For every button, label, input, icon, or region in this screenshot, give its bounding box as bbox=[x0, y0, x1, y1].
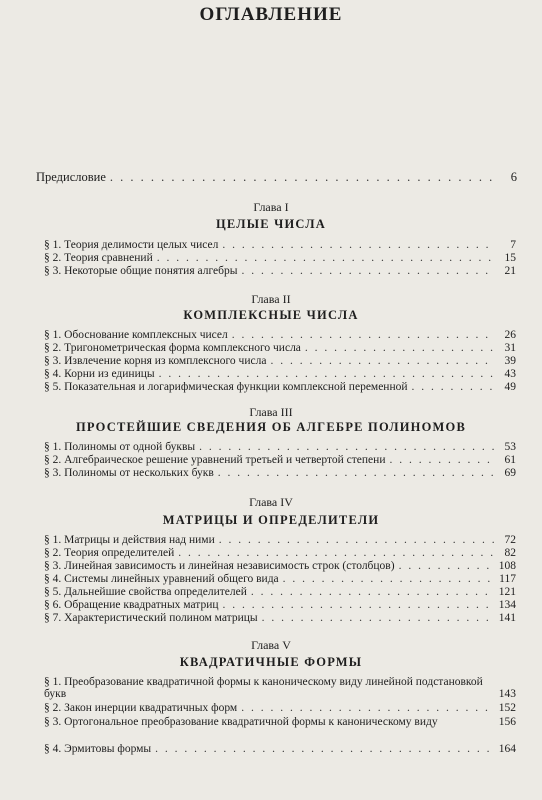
toc-entry[interactable] bbox=[44, 599, 516, 611]
leader-dots bbox=[232, 329, 494, 341]
toc-entry-page: 72 bbox=[504, 534, 516, 546]
toc-entry-preface[interactable] bbox=[36, 171, 517, 183]
chapter-heading: Глава IV bbox=[249, 495, 293, 509]
toc-entry[interactable] bbox=[44, 265, 516, 277]
toc-entry-label: § 3. Полиномы от нескольких букв bbox=[44, 467, 214, 479]
toc-entry-label: § 3. Некоторые общие понятия алгебры bbox=[44, 265, 238, 277]
leader-dots bbox=[241, 702, 494, 714]
toc-entry[interactable] bbox=[44, 534, 516, 546]
toc-entry-page: 82 bbox=[504, 547, 516, 559]
leader-dots bbox=[199, 441, 494, 453]
leader-dots bbox=[283, 573, 494, 585]
leader-dots bbox=[270, 355, 494, 367]
bleed-through-shadow bbox=[250, 48, 450, 168]
toc-entry[interactable] bbox=[44, 573, 516, 585]
chapter-title: КВАДРАТИЧНЫЕ ФОРМЫ bbox=[179, 655, 363, 669]
toc-entry[interactable] bbox=[44, 368, 516, 380]
leader-dots bbox=[251, 586, 494, 598]
toc-entry-label: § 2. Алгебраическое решение уравнений третьей и четвертой степени bbox=[44, 454, 386, 466]
toc-entry-page: 31 bbox=[504, 342, 516, 354]
toc-entry[interactable] bbox=[44, 252, 516, 264]
toc-entry-page: 26 bbox=[504, 329, 516, 341]
toc-entry-page: 164 bbox=[498, 743, 516, 755]
toc-entry[interactable] bbox=[44, 355, 516, 367]
toc-entry-label: § 6. Обращение квадратных матриц bbox=[44, 599, 219, 611]
toc-entry-page: 121 bbox=[498, 586, 516, 598]
chapter-title: МАТРИЦЫ И ОПРЕДЕЛИТЕЛИ bbox=[162, 513, 380, 527]
toc-entry-page: 117 bbox=[499, 573, 516, 585]
toc-entry[interactable] bbox=[44, 329, 516, 341]
toc-entry[interactable] bbox=[44, 716, 516, 728]
toc-entry-label: § 1. Теория делимости целых чисел bbox=[44, 239, 219, 251]
toc-entry-label: § 2. Закон инерции квадратичных форм bbox=[44, 702, 238, 714]
toc-entry[interactable] bbox=[44, 454, 516, 466]
toc-entry-page: 39 bbox=[504, 355, 516, 367]
toc-entry-label: § 5. Дальнейшие свойства определителей bbox=[44, 586, 247, 598]
chapter-heading: Глава II bbox=[251, 292, 291, 306]
toc-entry-page: 53 bbox=[504, 441, 516, 453]
toc-entry-label: § 7. Характеристический полином матрицы bbox=[44, 612, 258, 624]
chapter-heading: Глава V bbox=[251, 638, 291, 652]
leader-dots bbox=[157, 252, 494, 264]
leader-dots bbox=[178, 547, 494, 559]
toc-entry-page: 49 bbox=[504, 381, 516, 393]
toc-entry-label: Предисловие bbox=[36, 170, 106, 184]
toc-entry[interactable] bbox=[44, 586, 516, 598]
toc-entry-page: 156 bbox=[498, 716, 516, 728]
toc-entry-label: § 3. Линейная зависимость и линейная независимость строк (столбцов) bbox=[44, 560, 395, 572]
toc-entry-page: 69 bbox=[504, 467, 516, 479]
toc-entry[interactable] bbox=[44, 743, 516, 755]
toc-entry[interactable] bbox=[44, 441, 516, 453]
toc-entry[interactable] bbox=[44, 467, 516, 479]
leader-dots bbox=[262, 612, 494, 624]
toc-entry-label: § 1. Матрицы и действия над ними bbox=[44, 534, 215, 546]
toc-entry-page: 141 bbox=[498, 612, 516, 624]
toc-entry-label: § 3. Ортогональное преобразование квадратичной формы к каноническому виду bbox=[44, 716, 438, 728]
chapter-heading: Глава III bbox=[249, 405, 293, 419]
toc-entry-label: § 1. Обоснование комплексных чисел bbox=[44, 329, 228, 341]
toc-entry-label: § 1. Преобразование квадратичной формы к каноническому виду линейной подстановкой букв bbox=[44, 676, 483, 700]
toc-entry-page: 6 bbox=[510, 170, 517, 184]
toc-entry[interactable] bbox=[44, 612, 516, 624]
toc-entry-page: 21 bbox=[504, 265, 516, 277]
leader-dots bbox=[389, 454, 494, 466]
toc-entry-page: 61 bbox=[504, 454, 516, 466]
leader-dots bbox=[222, 239, 494, 251]
chapter-title: ЦЕЛЫЕ ЧИСЛА bbox=[215, 217, 327, 231]
toc-entry[interactable] bbox=[44, 342, 516, 354]
toc-entry-label: § 2. Теория сравнений bbox=[44, 252, 153, 264]
toc-entry-page: 7 bbox=[510, 239, 516, 251]
chapter-title: КОМПЛЕКСНЫЕ ЧИСЛА bbox=[183, 308, 359, 322]
toc-entry[interactable] bbox=[44, 676, 516, 700]
toc-entry-label: § 4. Корни из единицы bbox=[44, 368, 155, 380]
leader-dots bbox=[305, 342, 494, 354]
leader-dots bbox=[110, 171, 495, 183]
page-title: ОГЛАВЛЕНИЕ bbox=[199, 4, 343, 25]
toc-entry-page: 143 bbox=[498, 688, 516, 700]
toc-entry[interactable] bbox=[44, 547, 516, 559]
leader-dots bbox=[218, 467, 494, 479]
chapter-title: ПРОСТЕЙШИЕ СВЕДЕНИЯ ОБ АЛГЕБРЕ ПОЛИНОМОВ bbox=[75, 420, 466, 434]
toc-entry-page: 43 bbox=[504, 368, 516, 380]
toc-entry-label: § 2. Теория определителей bbox=[44, 547, 175, 559]
leader-dots bbox=[223, 599, 494, 611]
chapter-heading: Глава I bbox=[253, 200, 289, 214]
toc-entry-label: § 4. Системы линейных уравнений общего вида bbox=[44, 573, 279, 585]
toc-entry-label: § 2. Тригонометрическая форма комплексного числа bbox=[44, 342, 301, 354]
leader-dots bbox=[155, 743, 494, 755]
toc-entry-label: § 1. Полиномы от одной буквы bbox=[44, 441, 196, 453]
toc-entry-label: § 5. Показательная и логарифмическая функции комплексной переменной bbox=[44, 381, 408, 393]
leader-dots bbox=[412, 381, 494, 393]
toc-entry-label: § 3. Извлечение корня из комплексного числа bbox=[44, 355, 267, 367]
leader-dots bbox=[399, 560, 494, 572]
toc-entry[interactable] bbox=[44, 381, 516, 393]
toc-entry[interactable] bbox=[44, 560, 516, 572]
toc-entry-page: 152 bbox=[498, 702, 516, 714]
toc-entry[interactable] bbox=[44, 702, 516, 714]
leader-dots bbox=[159, 368, 494, 380]
leader-dots bbox=[241, 265, 494, 277]
toc-entry[interactable] bbox=[44, 239, 516, 251]
leader-dots bbox=[219, 534, 494, 546]
toc-entry-page: 134 bbox=[498, 599, 516, 611]
toc-entry-label: § 4. Эрмитовы формы bbox=[44, 743, 152, 755]
toc-entry-page: 108 bbox=[498, 560, 516, 572]
toc-entry-page: 15 bbox=[504, 252, 516, 264]
